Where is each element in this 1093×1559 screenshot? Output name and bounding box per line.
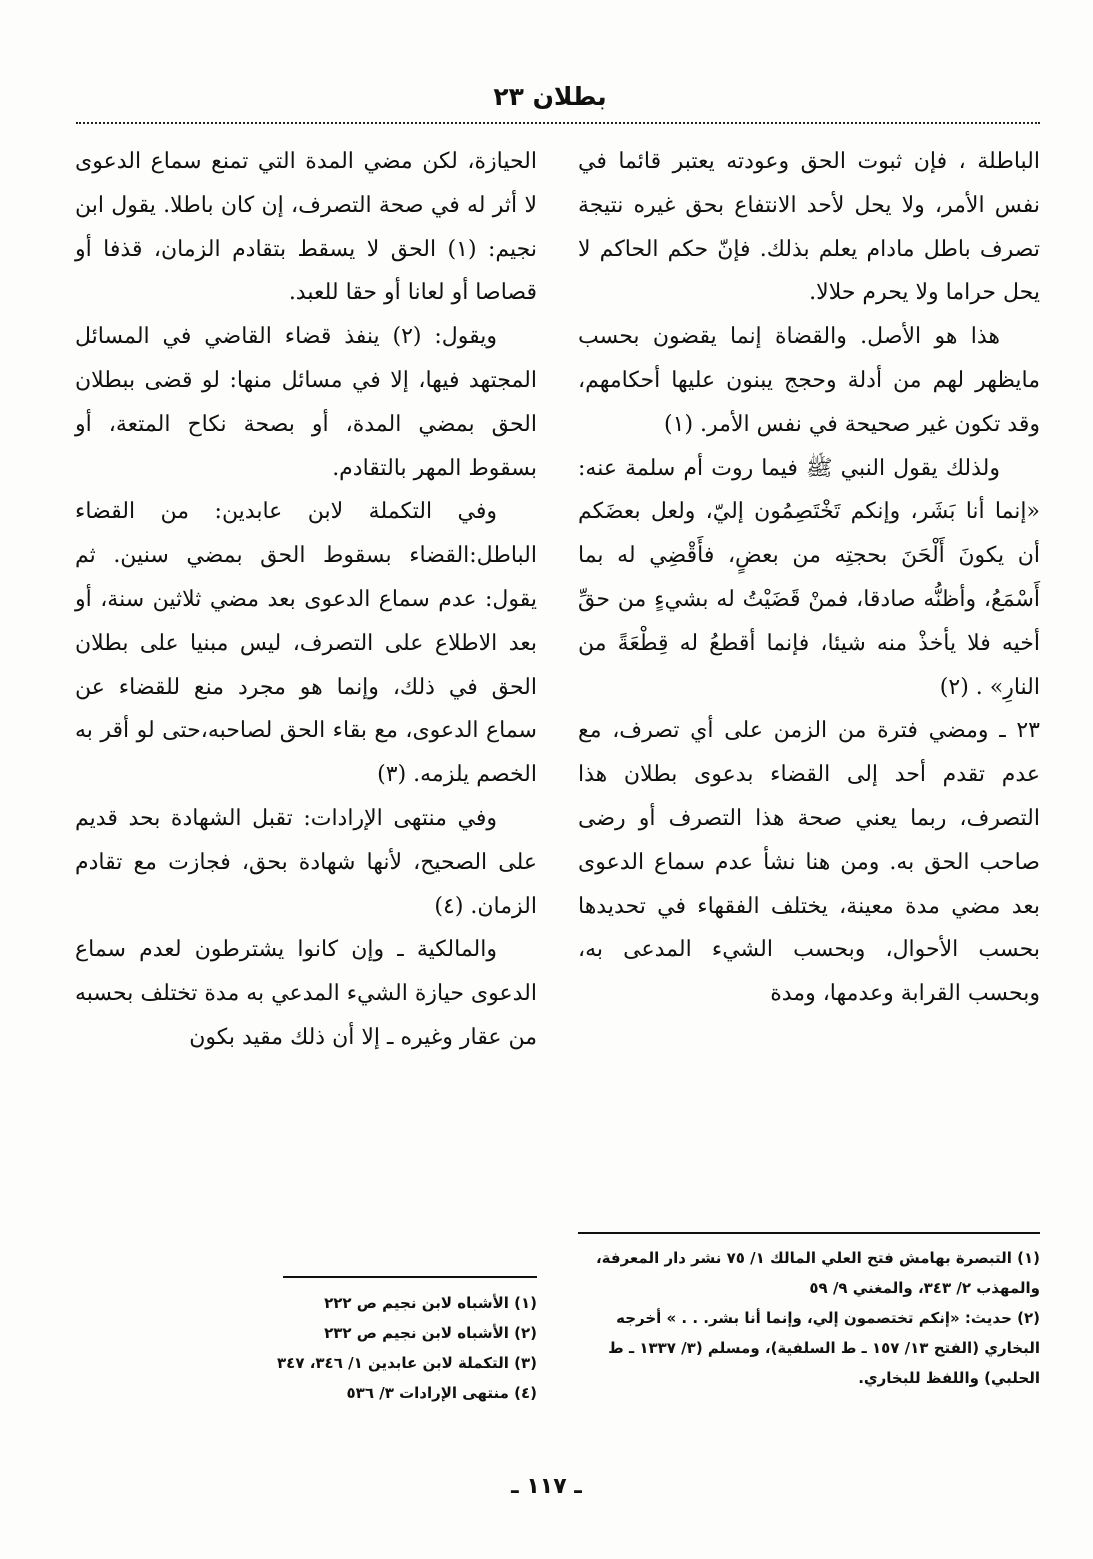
- footnote-left-2: (٢) الأشباه لابن نجيم ص ٢٣٢: [324, 1324, 537, 1342]
- footnotes-right: [578, 1243, 1040, 1393]
- right-paragraph-4: ٢٣ ـ ومضي فترة من الزمن على أي تصرف، مع عدم تقدم أحد إلى القضاء بدعوى بطلان هذا التصرف، ربما يعني صحة هذا التصرف أو رضى صاحب الحق به. ومن هنا نشأ عدم سماع الدعوى بعد مضي مدة معينة، يختلف الفقهاء في تحديدها بحسب الأحوال، وبحسب الشيء المدعى به، وبحسب القرابة وعدمها، ومدة: [578, 718, 1040, 1007]
- left-paragraph-5: والمالكية ـ وإن كانوا يشترطون لعدم سماع الدعوى حيازة الشيء المدعي به مدة تختلف بحسبه من عقار وغيره ـ إلا أن ذلك مقيد بكون: [75, 937, 537, 1050]
- page-number: ـ ١١٧ ـ: [511, 1474, 582, 1499]
- header-dotted-rule: [76, 122, 1040, 124]
- left-paragraph-2: ويقول: (٢) ينفذ قضاء القاضي في المسائل المجتهد فيها، إلا في مسائل منها: لو قضى ببطلان الحق بمضي المدة، أو بصحة نكاح المتعة، أو بسقوط المهر بالتقادم.: [75, 324, 537, 481]
- left-column: [75, 140, 537, 1060]
- footnote-right-2: (٢) حديث: «إنكم تختصمون إلي، وإنما أنا بشر. . . » أخرجه البخاري (الفتح ١٣/ ١٥٧ ـ ط السلفية)، ومسلم (٣/ ١٣٣٧ ـ ط الحلبي) واللفظ للبخاري.: [608, 1309, 1040, 1387]
- footnote-left-1: (١) الأشباه لابن نجيم ص ٢٢٢: [324, 1294, 537, 1312]
- right-paragraph-3: ولذلك يقول النبي ﷺ فيما روت أم سلمة عنه: «إنما أنا بَشَر، وإنكم تَخْتَصِمُون إليّ، ولعل بعضَكم أن يكونَ أَلْحَنَ بحجتِه من بعضٍ، فأَقْضِي له بما أَسْمَعُ، وأظنُّه صادقا، فمنْ قَضَيْتُ له بشيءٍ من حقِّ أخيه فلا يأخذْ منه شيئا، فإنما أقطعُ له قِطْعَةً من النارِ» . (٢): [578, 455, 1040, 700]
- footnotes-left: [200, 1288, 537, 1408]
- footnote-left-3: (٣) التكملة لابن عابدين ١/ ٣٤٦، ٣٤٧: [277, 1354, 537, 1372]
- right-column: [578, 140, 1040, 1016]
- right-paragraph-1: الباطلة ، فإن ثبوت الحق وعودته يعتبر قائما في نفس الأمر، ولا يحل لأحد الانتفاع بحق غيره نتيجة تصرف باطل مادام يعلم بذلك. فإنّ حكم الحاكم لا يحل حراما ولا يحرم حلالا.: [578, 149, 1040, 306]
- footnote-separator-right: [578, 1232, 1040, 1234]
- left-paragraph-3: وفي التكملة لابن عابدين: من القضاء الباطل:القضاء بسقوط الحق بمضي سنين. ثم يقول: عدم سماع الدعوى بعد مضي ثلاثين سنة، أو بعد الاطلاع على التصرف، ليس مبنيا على بطلان الحق في ذلك، وإنما هو مجرد منع للقضاء عن سماع الدعوى، مع بقاء الحق لصاحبه،حتى لو أقر به الخصم يلزمه. (٣): [75, 499, 537, 788]
- left-paragraph-1: الحيازة، لكن مضي المدة التي تمنع سماع الدعوى لا أثر له في صحة التصرف، إن كان باطلا. يقول ابن نجيم: (١) الحق لا يسقط بتقادم الزمان، قذفا أو قصاصا أو لعانا أو حقا للعبد.: [75, 149, 538, 306]
- left-paragraph-4: وفي منتهى الإرادات: تقبل الشهادة بحد قديم على الصحيح، لأنها شهادة بحق، فجازت مع تقادم الزمان. (٤): [75, 805, 537, 919]
- footnote-separator-left: [283, 1276, 537, 1278]
- footnote-left-4: (٤) منتهى الإرادات ٣/ ٥٣٦: [346, 1384, 537, 1402]
- footnote-right-1: (١) التبصرة بهامش فتح العلي المالك ١/ ٧٥ نشر دار المعرفة، والمهذب ٢/ ٣٤٣، والمغني ٩/ ٥٩: [595, 1249, 1040, 1297]
- right-paragraph-2: هذا هو الأصل. والقضاة إنما يقضون بحسب مايظهر لهم من أدلة وحجج يبنون عليها أحكامهم، وقد تكون غير صحيحة في نفس الأمر. (١): [578, 324, 1040, 437]
- page-header: بطلان ٢٣: [493, 82, 607, 111]
